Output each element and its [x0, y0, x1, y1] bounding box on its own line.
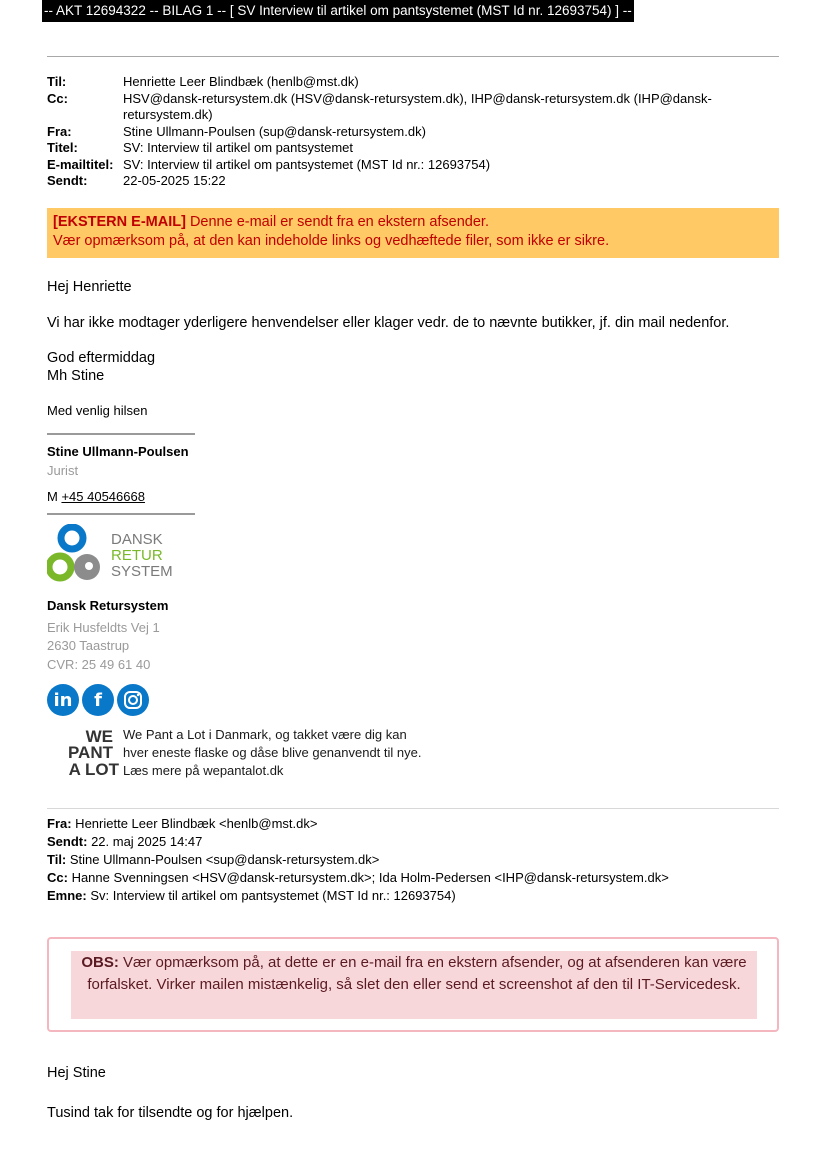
title-value: SV: Interview til artikel om pantsystemet [123, 140, 353, 155]
logo-blue-ring [61, 527, 83, 549]
obs-tag: OBS: [81, 954, 119, 971]
reply-text: Tusind tak for tilsendte og for hjælpen. [47, 1105, 294, 1121]
regards: Med venlig hilsen [47, 403, 148, 418]
sent-value: 22-05-2025 15:22 [123, 173, 226, 188]
cc-value: HSV@dansk-retursystem.dk (HSV@dansk-retursystem.dk), IHP@dansk-retursystem.dk (IHP@dansk-retursystem.dk) [123, 90, 712, 122]
fwd-cc-value: Hanne Svenningsen <HSV@dansk-retursystem.dk>; Ida Holm-Pedersen <IHP@dansk-retursystem.dk> [67, 870, 669, 885]
wpl-line1: We Pant a Lot i Danmark, og takket være dig kan [123, 727, 407, 742]
header-title-row [47, 140, 767, 157]
fwd-to-value: Stine Ullmann-Poulsen <sup@dansk-retursystem.dk> [66, 852, 380, 867]
company-name: Dansk Retursystem [47, 598, 169, 613]
signature-name: Stine Ullmann-Poulsen [47, 444, 189, 459]
phone-link[interactable]: +45 40546668 [61, 489, 145, 504]
instagram-icon[interactable] [117, 684, 149, 716]
cc-label: Cc: [47, 90, 68, 106]
social-links [47, 684, 149, 716]
fwd-cc-row [47, 869, 669, 887]
forwarded-header [47, 815, 669, 905]
email-header [47, 74, 767, 190]
wpl-tagline [123, 726, 421, 780]
obs-body: Vær opmærksom på, at dette er en e-mail fra en ekstern afsender, og at afsenderen kan være forfalsket. Virker mailen mistænkelig, så slet den eller send et screenshot af den til IT-Servicedesk. [87, 954, 747, 993]
external-tag: [EKSTERN E-MAIL] [53, 214, 186, 230]
header-email-title-row [47, 157, 767, 174]
fwd-subject-row [47, 887, 669, 905]
sent-label: Sendt: [47, 173, 88, 188]
header-from-row [47, 124, 767, 141]
external-email-warning [47, 208, 779, 258]
signature-divider-2 [47, 513, 195, 515]
instagram-glyph [123, 690, 143, 710]
obs-warning-box [47, 937, 779, 1032]
fwd-to-row [47, 851, 669, 869]
wpl-line2: hver eneste flaske og dåse blive genanvendt til nye. [123, 745, 422, 760]
wpl-a-lot: A LOT [68, 760, 119, 778]
header-cc-row [47, 91, 767, 124]
facebook-icon[interactable]: f [82, 684, 114, 716]
closing-line2: Mh Stine [47, 368, 105, 384]
fwd-cc-label: Cc: [47, 870, 68, 885]
closing-line1: God eftermiddag [47, 350, 156, 366]
company-address-city: 2630 Taastrup [47, 638, 130, 653]
to-label: Til: [47, 74, 67, 89]
obs-warning-text [71, 951, 757, 1019]
phone-label: M [47, 489, 62, 504]
signature-phone [47, 488, 145, 506]
fwd-subject-label: Emne: [47, 888, 87, 903]
logo-text-system: SYSTEM [111, 563, 173, 580]
company-cvr: CVR: 25 49 61 40 [47, 657, 151, 672]
logo-gray-disc-hole [85, 562, 93, 570]
divider [47, 56, 779, 57]
logo-text-dansk: DANSK [111, 531, 163, 548]
reply-greeting: Hej Stine [47, 1065, 106, 1081]
fwd-sent-value: 22. maj 2025 14:47 [87, 834, 203, 849]
from-label: Fra: [47, 123, 72, 139]
we-pant-a-lot-logo [47, 726, 119, 778]
to-value: Henriette Leer Blindbæk (henlb@mst.dk) [123, 74, 359, 89]
wpl-pant: PANT [67, 743, 113, 762]
fwd-sent-label: Sendt: [47, 834, 88, 849]
wpl-line3: Læs mere på wepantalot.dk [123, 763, 284, 778]
signature-role: Jurist [47, 463, 79, 478]
fwd-from-row [47, 815, 669, 833]
from-value: Stine Ullmann-Poulsen (sup@dansk-retursystem.dk) [123, 123, 426, 139]
title-label: Titel: [47, 140, 78, 155]
email-title-value: SV: Interview til artikel om pantsystemet (MST Id nr.: 12693754) [123, 156, 491, 172]
fwd-from-value: Henriette Leer Blindbæk <henlb@mst.dk> [71, 816, 318, 831]
email-title-label: E-mailtitel: [47, 156, 114, 172]
signature-divider [47, 433, 195, 435]
company-address-street: Erik Husfeldts Vej 1 [47, 620, 160, 635]
body-paragraph: Vi har ikke modtager yderligere henvendelser eller klager vedr. de to nævnte butikker, jf. din mail nedenfor. [47, 315, 730, 331]
header-sent-row [47, 173, 767, 190]
header-to-row [47, 74, 767, 91]
external-line1: Denne e-mail er sendt fra en ekstern afsender. [185, 214, 489, 230]
logo-text-retur: RETUR [111, 547, 163, 564]
fwd-subject-value: Sv: Interview til artikel om pantsystemet (MST Id nr.: 12693754) [86, 888, 456, 903]
dansk-retursystem-logo [47, 524, 177, 582]
greeting: Hej Henriette [47, 279, 132, 295]
document-banner: -- AKT 12694322 -- BILAG 1 -- [ SV Interview til artikel om pantsystemet (MST Id nr. 12693754) ] -- [42, 0, 634, 22]
forward-divider [47, 808, 779, 809]
wpl-we: WE [85, 727, 113, 746]
logo-green-ring [49, 556, 71, 578]
linkedin-icon[interactable]: in [47, 684, 79, 716]
fwd-from-label: Fra: [47, 816, 72, 831]
fwd-sent-row [47, 833, 669, 851]
fwd-to-label: Til: [47, 852, 67, 867]
external-line2: Vær opmærksom på, at den kan indeholde links og vedhæftede filer, som ikke er sikre. [53, 233, 610, 249]
